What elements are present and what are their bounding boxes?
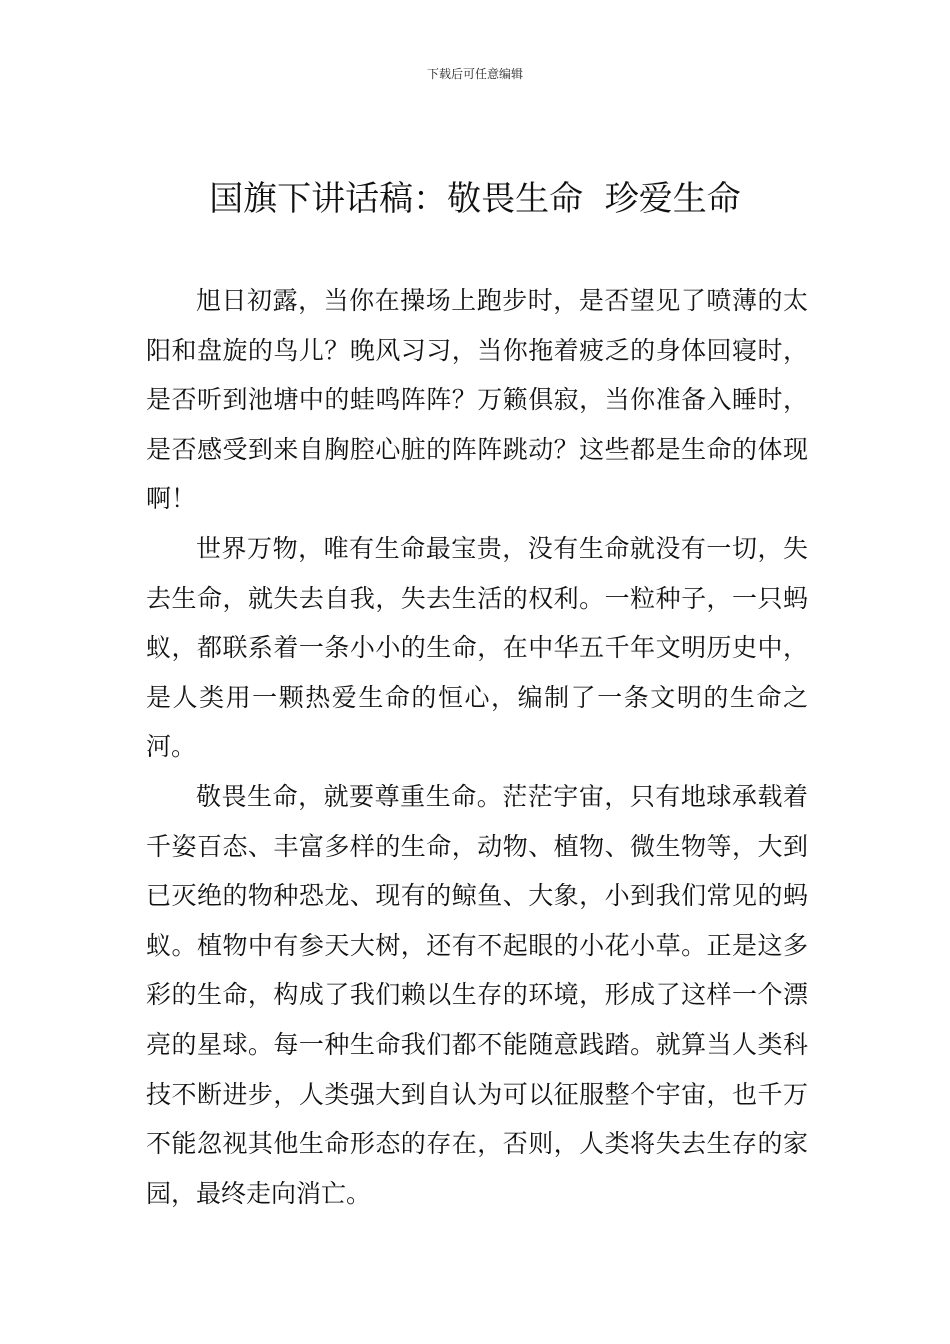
document-title: 国旗下讲话稿：敬畏生命 珍爱生命 [209,179,741,219]
paragraph-2: 世界万物，唯有生命最宝贵，没有生命就没有一切，失去生命，就失去自我，失去生活的权利。一粒种子，一只蚂蚁，都联系着一条小小的生命，在中华五千年文明历史中，是人类用一颗热爱生命的恒心，编制了一条文明的生命之河。 [146,533,808,762]
document-body [146,276,808,1218]
header-note: 下载后可任意编辑 [426,67,523,81]
paragraph-3: 敬畏生命，就要尊重生命。茫茫宇宙，只有地球承载着千姿百态、丰富多样的生命，动物、植物、微生物等，大到已灭绝的物种恐龙、现有的鲸鱼、大象，小到我们常见的蚂蚁。植物中有参天大树，还有不起眼的小花小草。正是这多彩的生命，构成了我们赖以生存的环境，形成了这样一个漂亮的星球。每一种生命我们都不能随意践踏。就算当人类科技不断进步，人类强大到自认为可以征服整个宇宙，也千万不能忽视其他生命形态的存在，否则，人类将失去生存的家园，最终走向消亡。 [146,781,808,1208]
paragraph-1: 旭日初露，当你在操场上跑步时，是否望见了喷薄的太阳和盘旋的鸟儿？晚风习习，当你拖着疲乏的身体回寝时，是否听到池塘中的蛙鸣阵阵？万籁俱寂，当你准备入睡时，是否感受到来自胸腔心脏的阵阵跳动？这些都是生命的体现啊！ [146,286,808,514]
